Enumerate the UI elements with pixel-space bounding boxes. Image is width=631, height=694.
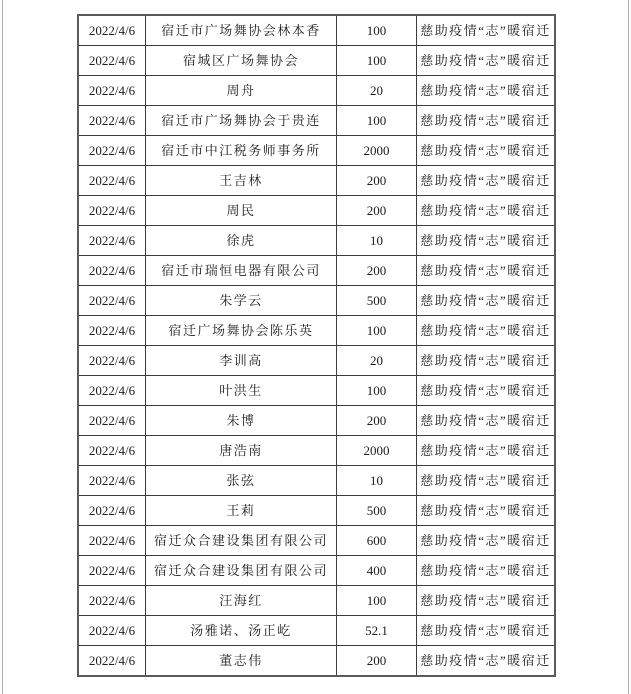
- donation-amount-cell: 100: [337, 46, 417, 76]
- donation-table-row: [78, 76, 555, 106]
- donation-table-row: [78, 196, 555, 226]
- donation-date-cell: 2022/4/6: [78, 376, 146, 406]
- donor-name-cell: 唐浩南: [146, 436, 337, 466]
- donor-name-cell: 宿迁市广场舞协会于贵连: [146, 106, 337, 136]
- donation-date-cell: 2022/4/6: [78, 646, 146, 677]
- donation-table-row: [78, 166, 555, 196]
- donor-name-cell: 周民: [146, 196, 337, 226]
- donation-amount-cell: 200: [337, 406, 417, 436]
- donation-amount-cell: 100: [337, 316, 417, 346]
- donation-date-cell: 2022/4/6: [78, 616, 146, 646]
- donation-note-cell: 慈助疫情“志”暖宿迁: [417, 106, 556, 136]
- donor-name-cell: 宿迁市广场舞协会林本香: [146, 15, 337, 46]
- donation-note-cell: 慈助疫情“志”暖宿迁: [417, 226, 556, 256]
- donation-amount-cell: 600: [337, 526, 417, 556]
- donor-name-cell: 周舟: [146, 76, 337, 106]
- donor-name-cell: 徐虎: [146, 226, 337, 256]
- donation-date-cell: 2022/4/6: [78, 466, 146, 496]
- donation-date-cell: 2022/4/6: [78, 136, 146, 166]
- donation-table-row: [78, 286, 555, 316]
- donation-date-cell: 2022/4/6: [78, 556, 146, 586]
- page-right-edge-line: [628, 0, 629, 694]
- donation-table-row: [78, 106, 555, 136]
- donation-amount-cell: 400: [337, 556, 417, 586]
- donation-date-cell: 2022/4/6: [78, 316, 146, 346]
- donation-amount-cell: 20: [337, 76, 417, 106]
- donation-note-cell: 慈助疫情“志”暖宿迁: [417, 166, 556, 196]
- donor-name-cell: 叶洪生: [146, 376, 337, 406]
- donation-amount-cell: 10: [337, 226, 417, 256]
- donation-note-cell: 慈助疫情“志”暖宿迁: [417, 496, 556, 526]
- donor-name-cell: 宿迁市瑞恒电器有限公司: [146, 256, 337, 286]
- donation-table-row: [78, 436, 555, 466]
- donation-note-cell: 慈助疫情“志”暖宿迁: [417, 556, 556, 586]
- donor-name-cell: 宿迁市中江税务师事务所: [146, 136, 337, 166]
- donation-table-row: [78, 256, 555, 286]
- donation-table-row: [78, 616, 555, 646]
- donation-table-row: [78, 316, 555, 346]
- donor-name-cell: 宿迁广场舞协会陈乐英: [146, 316, 337, 346]
- donor-name-cell: 董志伟: [146, 646, 337, 677]
- donor-name-cell: 宿城区广场舞协会: [146, 46, 337, 76]
- donor-name-cell: 朱博: [146, 406, 337, 436]
- donor-name-cell: 张弦: [146, 466, 337, 496]
- donation-date-cell: 2022/4/6: [78, 196, 146, 226]
- donor-name-cell: 李训高: [146, 346, 337, 376]
- donation-table: [77, 14, 556, 677]
- donor-name-cell: 朱学云: [146, 286, 337, 316]
- donation-amount-cell: 500: [337, 496, 417, 526]
- donation-note-cell: 慈助疫情“志”暖宿迁: [417, 286, 556, 316]
- donation-amount-cell: 52.1: [337, 616, 417, 646]
- donation-note-cell: 慈助疫情“志”暖宿迁: [417, 646, 556, 677]
- donation-note-cell: 慈助疫情“志”暖宿迁: [417, 136, 556, 166]
- donation-amount-cell: 200: [337, 646, 417, 677]
- donation-note-cell: 慈助疫情“志”暖宿迁: [417, 616, 556, 646]
- donation-table-row: [78, 646, 555, 677]
- donor-name-cell: 汪海红: [146, 586, 337, 616]
- donation-date-cell: 2022/4/6: [78, 256, 146, 286]
- donation-amount-cell: 100: [337, 15, 417, 46]
- donation-date-cell: 2022/4/6: [78, 406, 146, 436]
- donation-note-cell: 慈助疫情“志”暖宿迁: [417, 256, 556, 286]
- donation-note-cell: 慈助疫情“志”暖宿迁: [417, 316, 556, 346]
- donation-note-cell: 慈助疫情“志”暖宿迁: [417, 466, 556, 496]
- donation-date-cell: 2022/4/6: [78, 286, 146, 316]
- donor-name-cell: 汤雅诺、汤正屹: [146, 616, 337, 646]
- donation-amount-cell: 500: [337, 286, 417, 316]
- donation-date-cell: 2022/4/6: [78, 526, 146, 556]
- donation-date-cell: 2022/4/6: [78, 46, 146, 76]
- page-left-edge-line: [2, 0, 3, 694]
- donation-table-row: [78, 46, 555, 76]
- donation-table-row: [78, 556, 555, 586]
- donor-name-cell: 宿迁众合建设集团有限公司: [146, 556, 337, 586]
- donation-date-cell: 2022/4/6: [78, 346, 146, 376]
- donor-name-cell: 宿迁众合建设集团有限公司: [146, 526, 337, 556]
- donation-note-cell: 慈助疫情“志”暖宿迁: [417, 406, 556, 436]
- donation-table-row: [78, 15, 555, 46]
- donation-date-cell: 2022/4/6: [78, 496, 146, 526]
- donation-table-row: [78, 376, 555, 406]
- donation-amount-cell: 100: [337, 376, 417, 406]
- donation-note-cell: 慈助疫情“志”暖宿迁: [417, 196, 556, 226]
- donation-table-row: [78, 346, 555, 376]
- donation-amount-cell: 2000: [337, 136, 417, 166]
- donation-amount-cell: 100: [337, 586, 417, 616]
- donation-date-cell: 2022/4/6: [78, 436, 146, 466]
- donation-amount-cell: 200: [337, 166, 417, 196]
- donation-date-cell: 2022/4/6: [78, 166, 146, 196]
- donation-note-cell: 慈助疫情“志”暖宿迁: [417, 46, 556, 76]
- donation-table-row: [78, 406, 555, 436]
- donation-date-cell: 2022/4/6: [78, 76, 146, 106]
- donation-note-cell: 慈助疫情“志”暖宿迁: [417, 526, 556, 556]
- donation-note-cell: 慈助疫情“志”暖宿迁: [417, 586, 556, 616]
- donor-name-cell: 王吉林: [146, 166, 337, 196]
- donation-note-cell: 慈助疫情“志”暖宿迁: [417, 15, 556, 46]
- donation-amount-cell: 20: [337, 346, 417, 376]
- donation-note-cell: 慈助疫情“志”暖宿迁: [417, 76, 556, 106]
- donation-note-cell: 慈助疫情“志”暖宿迁: [417, 346, 556, 376]
- donation-amount-cell: 2000: [337, 436, 417, 466]
- donation-table-row: [78, 526, 555, 556]
- donation-table-row: [78, 466, 555, 496]
- donation-table-body: [78, 15, 555, 676]
- donation-table-row: [78, 226, 555, 256]
- donation-table-row: [78, 136, 555, 166]
- donation-amount-cell: 100: [337, 106, 417, 136]
- donation-note-cell: 慈助疫情“志”暖宿迁: [417, 436, 556, 466]
- donation-amount-cell: 10: [337, 466, 417, 496]
- donation-table-row: [78, 586, 555, 616]
- donation-date-cell: 2022/4/6: [78, 226, 146, 256]
- donation-date-cell: 2022/4/6: [78, 15, 146, 46]
- donation-table-row: [78, 496, 555, 526]
- donation-amount-cell: 200: [337, 196, 417, 226]
- donation-date-cell: 2022/4/6: [78, 106, 146, 136]
- donation-date-cell: 2022/4/6: [78, 586, 146, 616]
- donation-amount-cell: 200: [337, 256, 417, 286]
- donor-name-cell: 王莉: [146, 496, 337, 526]
- donation-note-cell: 慈助疫情“志”暖宿迁: [417, 376, 556, 406]
